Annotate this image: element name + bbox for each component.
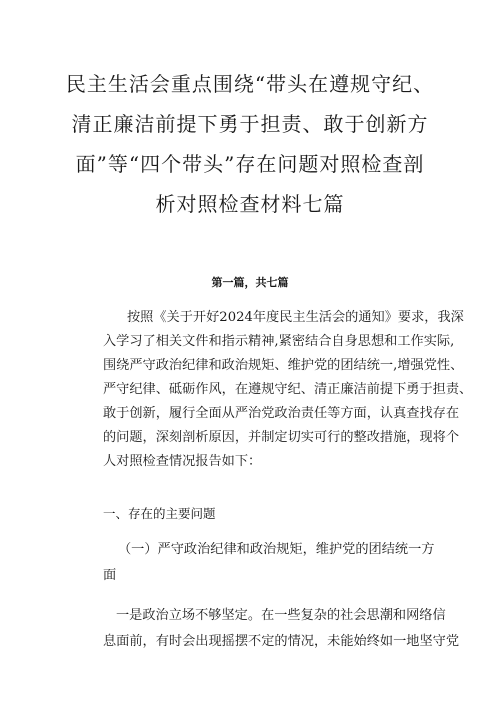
- title-line-1: 民主生活会重点围绕“带头在遵规守纪、: [65, 72, 435, 96]
- paragraph-line-2: 息面前，有时会出现摇摆不定的情况，未能始终如一地坚守党: [103, 634, 460, 649]
- intro-line-5: 敢于创新，履行全面从严治党政治责任等方面，认真查找存在: [103, 406, 460, 421]
- intro-line-1: 按照《关于开好2024年度民主生活会的通知》要求，我深: [127, 310, 464, 325]
- section-heading: 一、存在的主要问题: [103, 506, 216, 521]
- subsection-line-2: 面: [103, 568, 117, 583]
- intro-line-6: 的问题，深刻剖析原因，并制定切实可行的整改措施，现将个: [103, 430, 460, 445]
- intro-line-2: 入学习了相关文件和指示精神,紧密结合自身思想和工作实际,: [103, 334, 455, 349]
- part-subtitle: 第一篇，共七篇: [211, 276, 289, 289]
- title-line-3: 面”等“四个带头”存在问题对照检查剖: [75, 152, 425, 176]
- title-line-2: 清正廉洁前提下勇于担责、敢于创新方: [71, 112, 429, 136]
- intro-line-3: 围绕严守政治纪律和政治规矩、维护党的团结统一,增强党性、: [103, 358, 464, 373]
- subsection-line-1: （一）严守政治纪律和政治规矩，维护党的团结统一方: [118, 542, 435, 557]
- paragraph-line-1: 一是政治立场不够坚定。在一些复杂的社会思潮和网络信: [116, 608, 446, 623]
- title-line-4: 析对照检查材料七篇: [155, 192, 345, 216]
- intro-line-7: 人对照检查情况报告如下：: [103, 454, 262, 469]
- intro-line-4: 严守纪律、砥砺作风，在遵规守纪、清正廉洁前提下勇于担责、: [103, 382, 473, 397]
